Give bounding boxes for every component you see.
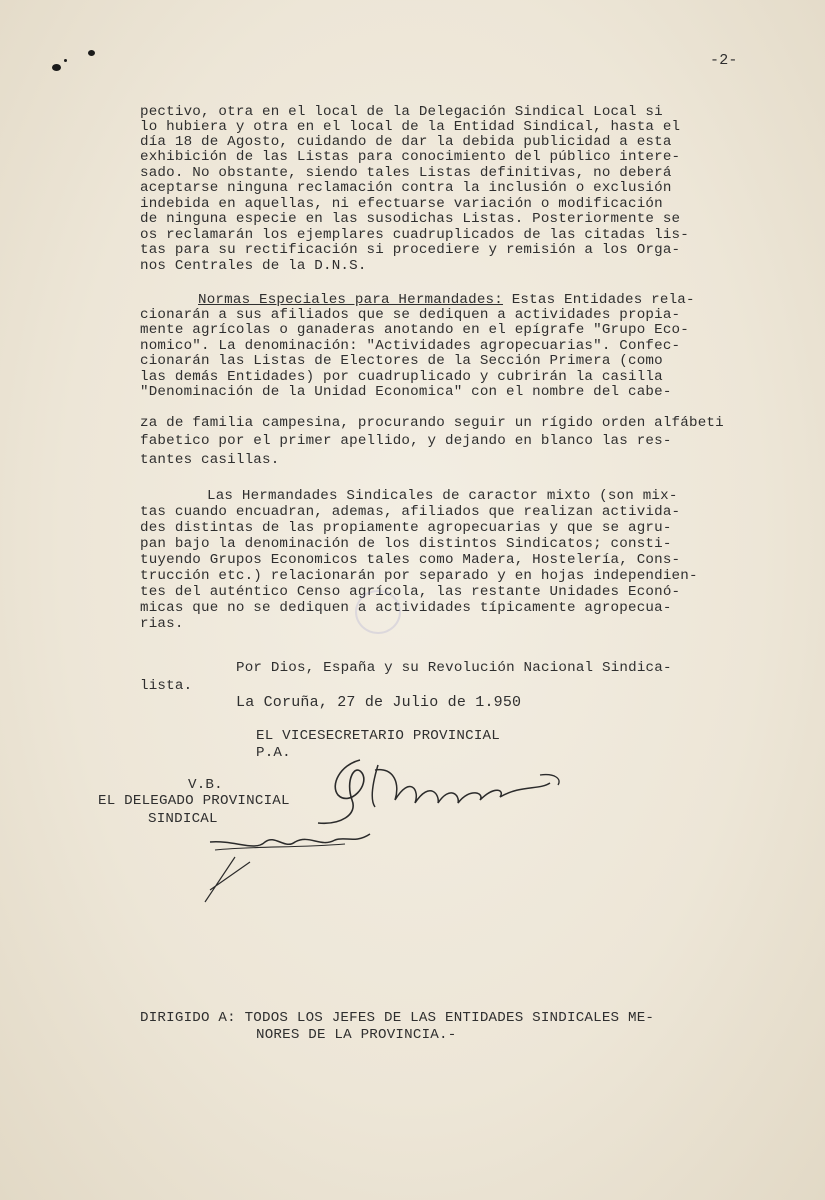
text-line: indebida en aquellas, ni efectuarse variación o modificación bbox=[140, 196, 663, 212]
ink-blot bbox=[52, 64, 61, 71]
ink-blot bbox=[88, 50, 95, 56]
signer-pa: P.A. bbox=[256, 745, 291, 761]
signer-title: EL VICESECRETARIO PROVINCIAL bbox=[256, 728, 500, 744]
delegado-title: EL DELEGADO PROVINCIAL bbox=[98, 793, 290, 809]
text-line: pectivo, otra en el local de la Delegación Sindical Local si bbox=[140, 104, 663, 120]
text-line: tuyendo Grupos Economicos tales como Madera, Hostelería, Cons- bbox=[140, 552, 681, 568]
signature-delegado bbox=[195, 822, 395, 912]
text-line: za de familia campesina, procurando seguir un rígido orden alfábeti bbox=[140, 415, 724, 431]
text-line: de ninguna especie en las susodichas Listas. Posteriormente se bbox=[140, 211, 681, 227]
text-line: las demás Entidades) por cuadruplicado y cubrirán la casilla bbox=[140, 369, 663, 385]
text-line: cionarán a sus afiliados que se dediquen a actividades propia- bbox=[140, 307, 681, 323]
place-date: La Coruña, 27 de Julio de 1.950 bbox=[236, 694, 522, 711]
text-line: pan bajo la denominación de los distintos Sindicatos; consti- bbox=[140, 536, 672, 552]
text-span: Estas Entidades rela- bbox=[503, 292, 695, 308]
text-line: lo hubiera y otra en el local de la Entidad Sindical, hasta el bbox=[140, 119, 681, 135]
faded-stamp bbox=[355, 590, 401, 634]
text-line: trucción etc.) relacionarán por separado y en hojas independien- bbox=[140, 568, 698, 584]
sindical-label: SINDICAL bbox=[148, 811, 218, 827]
text-line: fabetico por el primer apellido, y dejando en blanco las res- bbox=[140, 433, 672, 449]
text-line: tas cuando encuadran, ademas, afiliados que realizan activida- bbox=[140, 504, 681, 520]
ink-blot bbox=[64, 59, 67, 62]
text-line: os reclamarán los ejemplares cuadruplicados de las citadas lis- bbox=[140, 227, 689, 243]
closing-line: lista. bbox=[140, 678, 193, 694]
text-line: mente agrícolas o ganaderas anotando en el epígrafe "Grupo Eco- bbox=[140, 322, 689, 338]
addressee-line: NORES DE LA PROVINCIA.- bbox=[256, 1027, 457, 1043]
text-line: tantes casillas. bbox=[140, 452, 280, 468]
page-number: -2- bbox=[710, 52, 738, 69]
text-line: tes del auténtico Censo agrícola, las restante Unidades Econó- bbox=[140, 584, 681, 600]
addressee-line: DIRIGIDO A: TODOS LOS JEFES DE LAS ENTIDADES SINDICALES ME- bbox=[140, 1010, 655, 1026]
text-line: "Denominación de la Unidad Economica" con el nombre del cabe- bbox=[140, 384, 672, 400]
section-heading: Normas Especiales para Hermandades: bbox=[198, 292, 503, 308]
text-line: cionarán las Listas de Electores de la Sección Primera (como bbox=[140, 353, 663, 369]
text-line: exhibición de las Listas para conocimiento del público intere- bbox=[140, 149, 681, 165]
text-line: nomico". La denominación: "Actividades agropecuarias". Confec- bbox=[140, 338, 681, 354]
text-line: micas que no se dediquen a actividades típicamente agropecua- bbox=[140, 600, 672, 616]
text-line: nos Centrales de la D.N.S. bbox=[140, 258, 367, 274]
text-line: sado. No obstante, siendo tales Listas definitivas, no deberá bbox=[140, 165, 672, 181]
text-line: des distintas de las propiamente agropecuarias y que se agru- bbox=[140, 520, 672, 536]
text-line: tas para su rectificación si procediere y remisión a los Orga- bbox=[140, 242, 681, 258]
text-line: aceptarse ninguna reclamación contra la inclusión o exclusión bbox=[140, 180, 672, 196]
text-line: rias. bbox=[140, 616, 184, 632]
closing-line: Por Dios, España y su Revolución Nacional Sindica- bbox=[236, 660, 672, 676]
text-line: Las Hermandades Sindicales de caractor mixto (son mix- bbox=[207, 488, 678, 504]
text-line: día 18 de Agosto, cuidando de dar la debida publicidad a esta bbox=[140, 134, 672, 150]
vb-label: V.B. bbox=[188, 777, 223, 793]
